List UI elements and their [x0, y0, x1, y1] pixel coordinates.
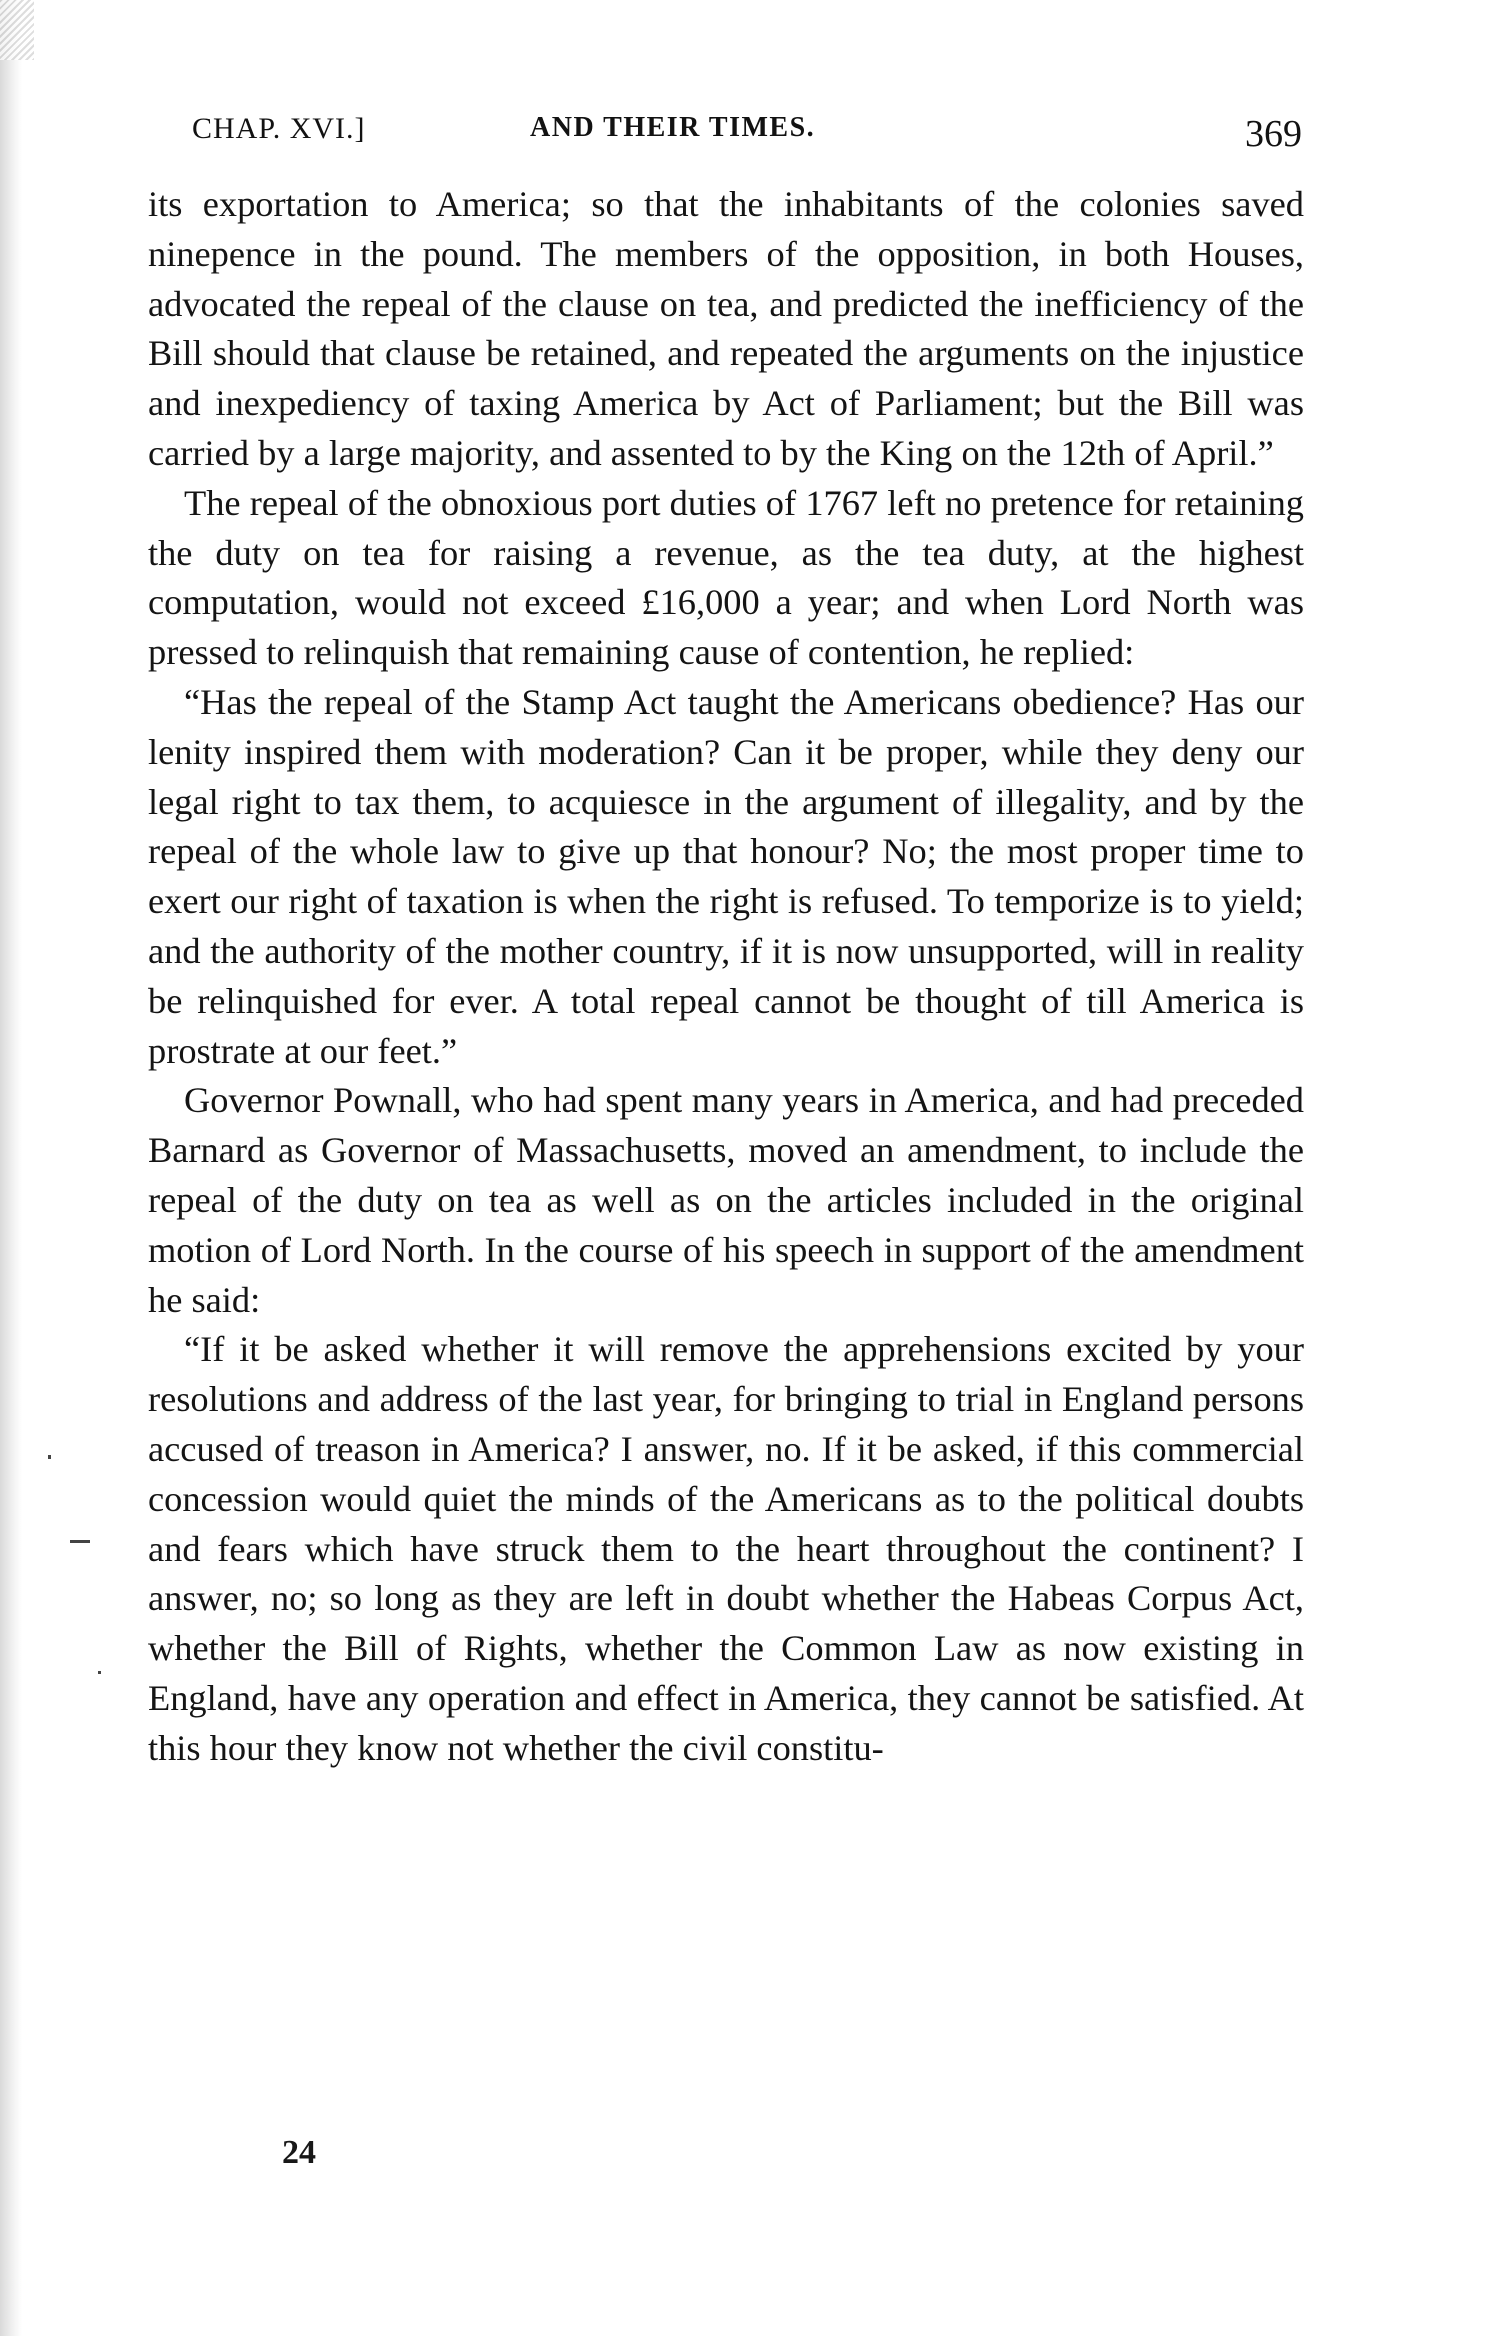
running-title: AND THEIR TIMES. — [530, 112, 816, 143]
body-text — [148, 180, 1304, 1774]
scan-speck — [48, 1455, 51, 1459]
paragraph-3-quote: “Has the repeal of the Stamp Act taught the Americans obedience? Has our lenity inspired them with moderation? Can it be proper, while they deny our legal right to tax them, to acquiesce in the argument of illegality, and by the repeal of the whole law to give up that honour? No; the most proper time to exert our right of taxation is when the right is refused. To temporize is to yield; and the authority of the mother country, if it is now unsupported, will in reality be relinquished for ever. A total repeal cannot be thought of till America is prostrate at our feet.” — [148, 681, 1304, 1071]
paragraph-5-quote: “If it be asked whether it will remove the apprehensions excited by your resolutions and address of the last year, for bringing to trial in England persons accused of treason in America? I answer, no. If it be asked, if this commercial concession would quiet the minds of the Americans as to the political doubts and fears which have struck them to the heart throughout the continent? I answer, no; so long as they are left in doubt whether the Habeas Corpus Act, whether the Bill of Rights, whether the Common Law as now existing in England, have any operation and effect in America, they cannot be satisfied. At this hour they know not whether the civil constitu- — [148, 1329, 1304, 1768]
running-header — [192, 112, 1302, 162]
paragraph-4: Governor Pownall, who had spent many years in America, and had preceded Barnard as Governor of Massachusetts, moved an amendment, to include the repeal of the duty on tea as well as on the articles included in the original motion of Lord North. In the course of his speech in support of the amendment he said: — [148, 1080, 1304, 1320]
scan-speck — [98, 1671, 101, 1674]
page-number: 369 — [1245, 113, 1302, 155]
page-edge-shadow — [0, 0, 22, 2336]
chapter-label: CHAP. XVI.] — [192, 112, 366, 145]
scan-speck — [70, 1540, 90, 1543]
scan-corner-mark — [0, 0, 34, 60]
paragraph-1: its exportation to America; so that the inhabitants of the colonies saved ninepence in the pound. The members of the opposition, in both Houses, advocated the repeal of the clause on tea, and predicted the inefficiency of the Bill should that clause be retained, and repeated the arguments on the injustice and inexpediency of taxing America by Act of Parliament; but the Bill was carried by a large majority, and assented to by the King on the 12th of April.” — [148, 184, 1304, 473]
signature-mark: 24 — [282, 2134, 316, 2171]
paragraph-2: The repeal of the obnoxious port duties of 1767 left no pretence for retaining the duty on tea for raising a revenue, as the tea duty, at the highest computation, would not exceed £16,000 a year; and when Lord North was pressed to relinquish that remaining cause of contention, he replied: — [148, 482, 1304, 673]
